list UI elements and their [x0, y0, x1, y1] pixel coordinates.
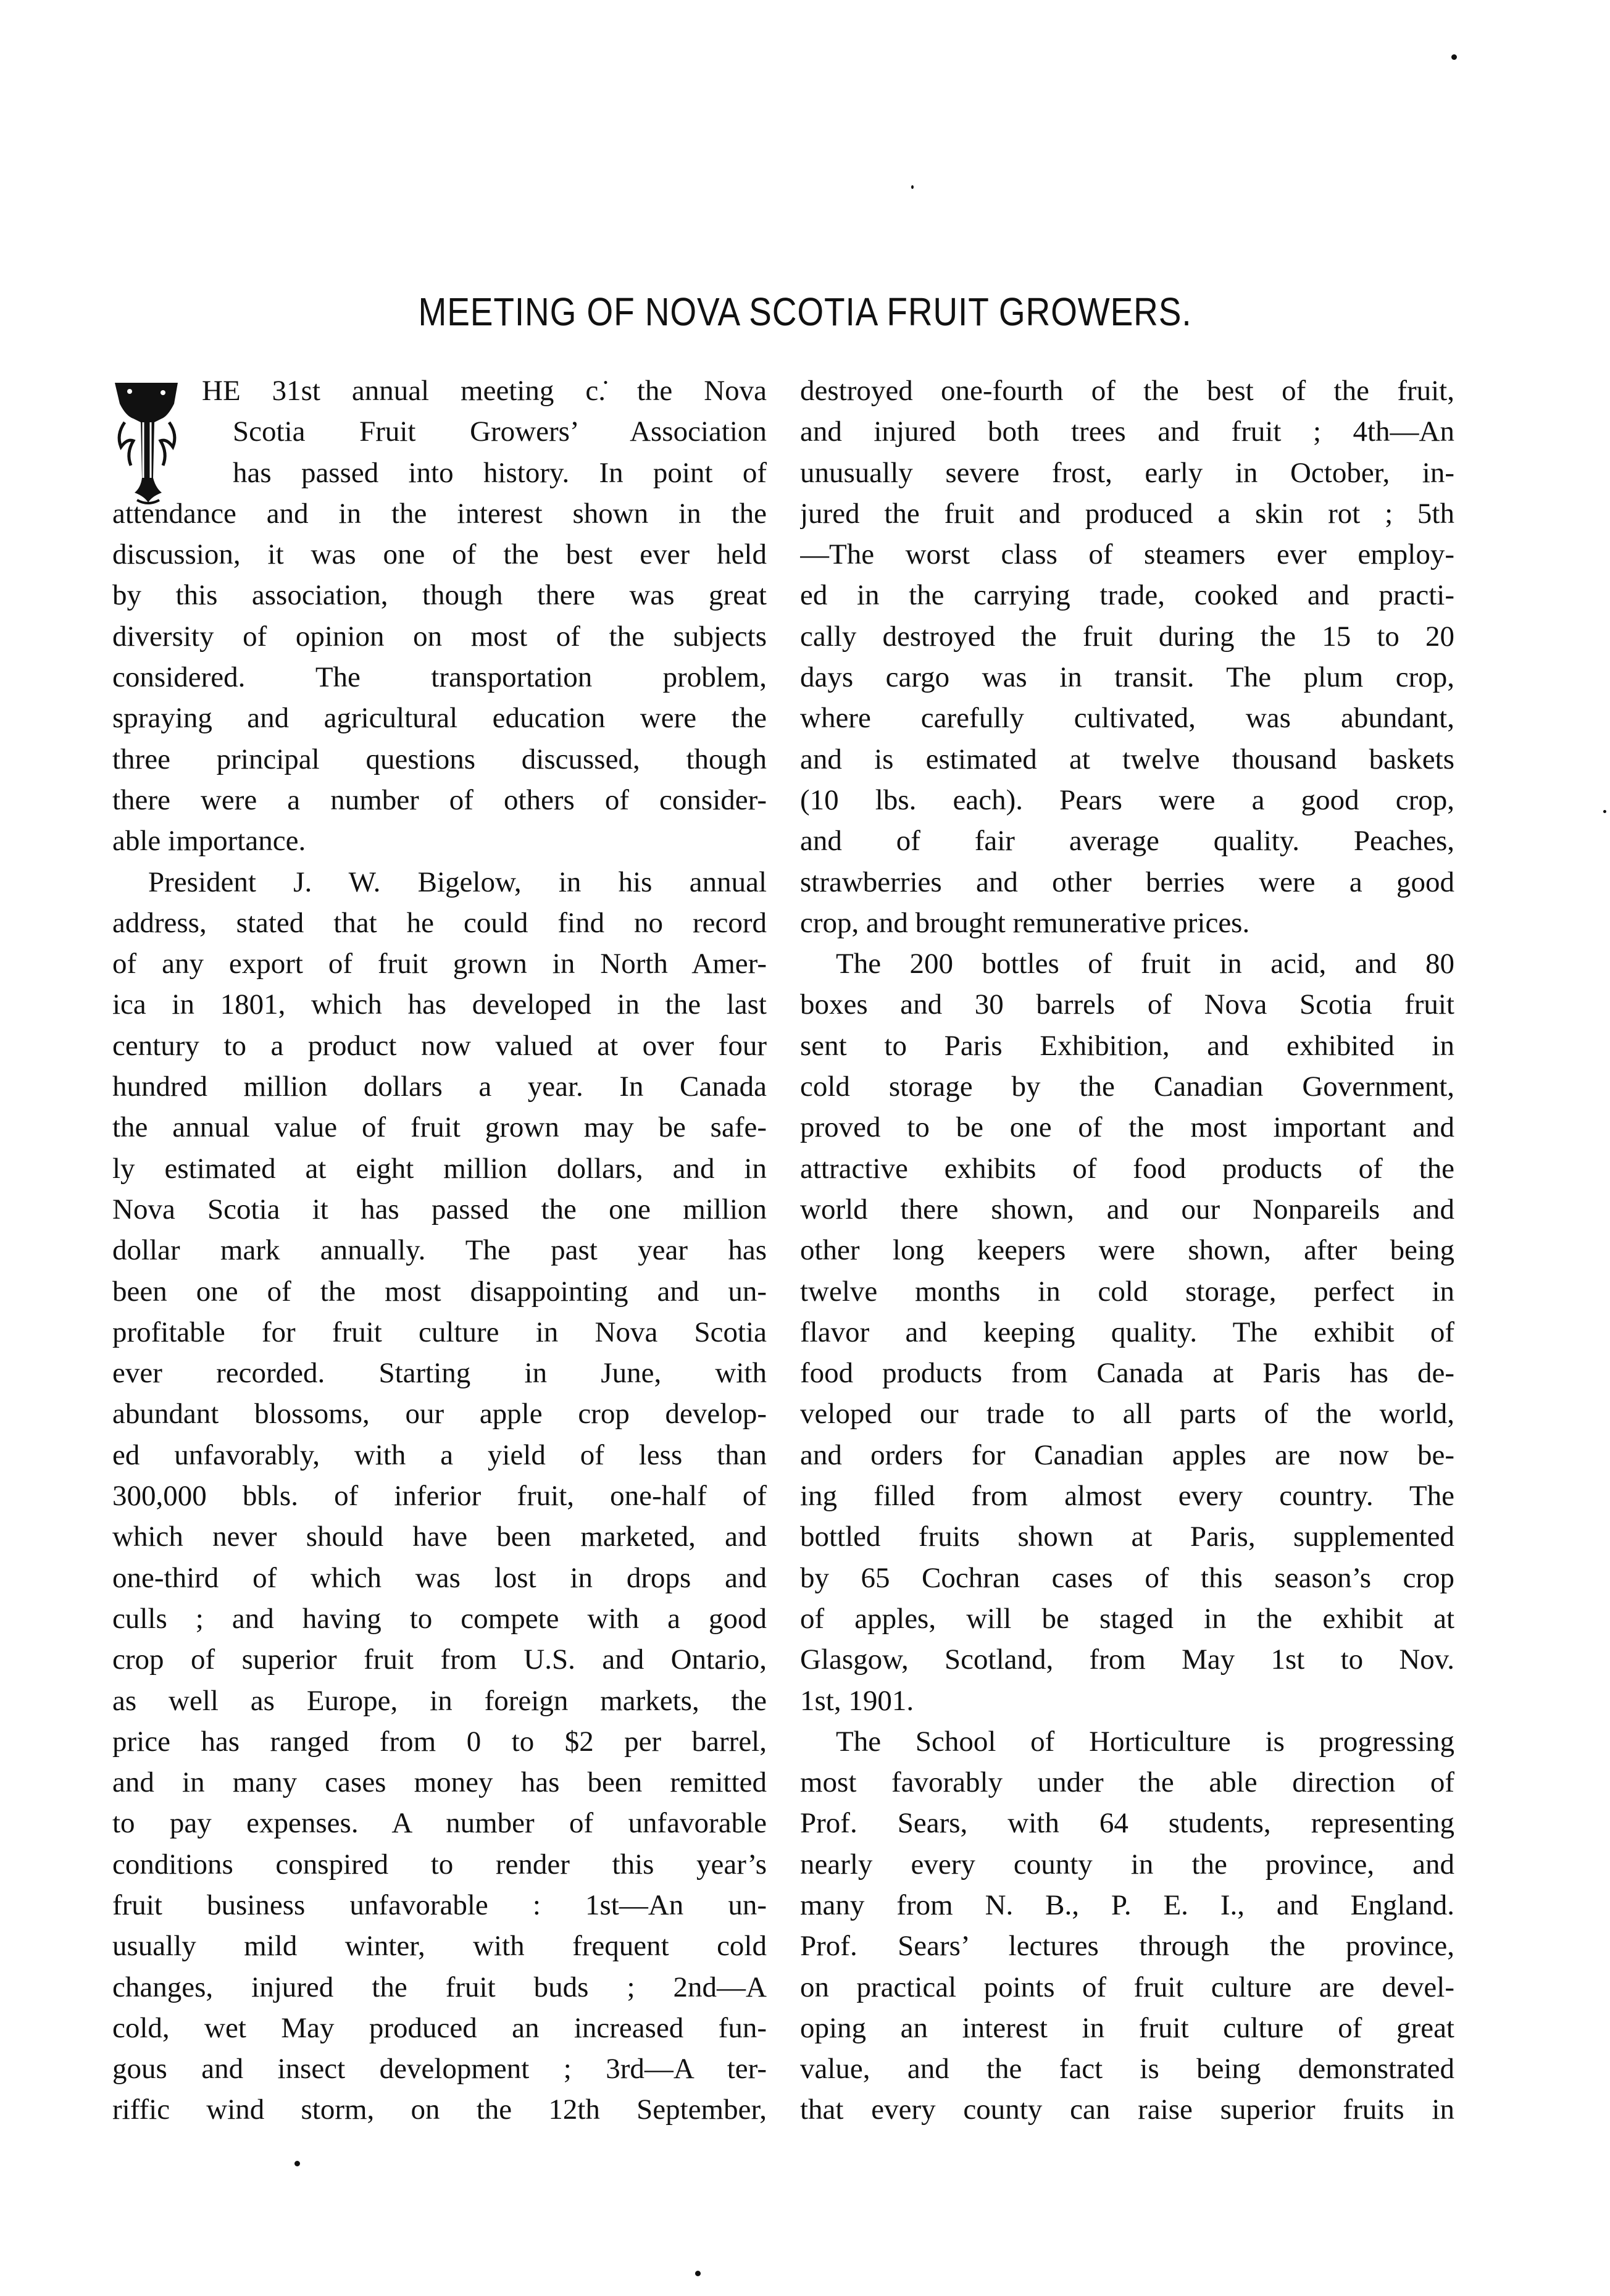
text-line: discussion, it was one of the best ever held — [112, 538, 767, 571]
text-line: there were a number of others of consider- — [112, 783, 767, 816]
text-line: hundred million dollars a year. In Canada — [112, 1071, 767, 1103]
text-line: flavor and keeping quality. The exhibit of — [800, 1316, 1454, 1348]
text-line: HE 31st annual meeting c.̇ the Nova — [202, 375, 767, 407]
text-line: ed unfavorably, with a yield of less than — [112, 1438, 767, 1471]
text-line: ly estimated at eight million dollars, and in — [112, 1152, 767, 1185]
text-line: sent to Paris Exhibition, and exhibited in — [800, 1029, 1454, 1062]
text-line: cally destroyed the fruit during the 15 to 20 — [800, 620, 1454, 653]
text-line: other long keepers were shown, after being — [800, 1234, 1454, 1267]
text-line: been one of the most disappointing and un- — [112, 1275, 767, 1308]
text-line: world there shown, and our Nonpareils and — [800, 1193, 1454, 1225]
text-line: 1st, 1901. — [800, 1684, 914, 1717]
text-line: value, and the fact is being demonstrated — [800, 2053, 1454, 2085]
text-line: The School of Horticulture is progressing — [836, 1725, 1454, 1758]
text-line: crop of superior fruit from U.S. and Ontario, — [112, 1643, 767, 1676]
text-line: most favorably under the able direction of — [800, 1766, 1454, 1799]
text-line: cold, wet May produced an increased fun- — [112, 2011, 767, 2044]
text-line: ing filled from almost every country. The — [800, 1480, 1454, 1513]
text-line: boxes and 30 barrels of Nova Scotia fruit — [800, 988, 1454, 1021]
text-line: ica in 1801, which has developed in the last — [112, 988, 767, 1021]
text-line: twelve months in cold storage, perfect in — [800, 1275, 1454, 1308]
text-line: gous and insect development ; 3rd—A ter- — [112, 2053, 767, 2085]
text-line: days cargo was in transit. The plum crop, — [800, 661, 1454, 694]
text-line: one-third of which was lost in drops and — [112, 1561, 767, 1594]
text-line: veloped our trade to all parts of the world, — [800, 1398, 1454, 1430]
article-column-left — [112, 370, 767, 2131]
text-line: able importance. — [112, 825, 306, 858]
scan-speck — [1451, 54, 1457, 60]
text-line: has passed into history. In point of — [233, 456, 767, 489]
text-line: jured the fruit and produced a skin rot ; 5th — [800, 497, 1454, 530]
text-line: oping an interest in fruit culture of great — [800, 2011, 1454, 2044]
text-line: profitable for fruit culture in Nova Scotia — [112, 1316, 767, 1348]
text-line: cold storage by the Canadian Government, — [800, 1071, 1454, 1103]
text-line: of any export of fruit grown in North Amer- — [112, 948, 767, 980]
text-line: Prof. Sears’ lectures through the province, — [800, 1930, 1454, 1963]
text-line: that every county can raise superior fruits in — [800, 2094, 1454, 2126]
text-line: ever recorded. Starting in June, with — [112, 1357, 767, 1390]
text-line: three principal questions discussed, though — [112, 743, 767, 775]
text-line: considered. The transportation problem, — [112, 661, 767, 694]
text-line: by this association, though there was great — [112, 579, 767, 612]
text-line: by 65 Cochran cases of this season’s crop — [800, 1561, 1454, 1594]
text-line: usually mild winter, with frequent cold — [112, 1930, 767, 1963]
text-line: address, stated that he could find no record — [112, 906, 767, 939]
text-line: unusually severe frost, early in October, in- — [800, 456, 1454, 489]
text-line: where carefully cultivated, was abundant, — [800, 702, 1454, 735]
scan-speck — [911, 185, 914, 189]
text-line: crop, and brought remunerative prices. — [800, 906, 1250, 939]
text-line: many from N. B., P. E. I., and England. — [800, 1889, 1454, 1921]
text-line: and in many cases money has been remitted — [112, 1766, 767, 1799]
text-line: and of fair average quality. Peaches, — [800, 825, 1454, 858]
scan-speck — [294, 2161, 300, 2166]
text-line: of apples, will be staged in the exhibit at — [800, 1602, 1454, 1635]
text-line: nearly every county in the province, and — [800, 1848, 1454, 1881]
text-line: dollar mark annually. The past year has — [112, 1234, 767, 1267]
text-line: food products from Canada at Paris has de- — [800, 1357, 1454, 1390]
text-line: price has ranged from 0 to $2 per barrel, — [112, 1725, 767, 1758]
text-line: the annual value of fruit grown may be safe- — [112, 1111, 767, 1144]
page-title: MEETING OF NOVA SCOTIA FRUIT GROWERS. — [418, 290, 1192, 334]
text-line: abundant blossoms, our apple crop develop- — [112, 1398, 767, 1430]
text-line: which never should have been marketed, and — [112, 1521, 767, 1553]
text-line: destroyed one-fourth of the best of the fruit, — [800, 375, 1454, 407]
text-line: fruit business unfavorable : 1st—An un- — [112, 1889, 767, 1921]
text-line: riffic wind storm, on the 12th September, — [112, 2094, 767, 2126]
text-line: (10 lbs. each). Pears were a good crop, — [800, 783, 1454, 816]
text-line: President J. W. Bigelow, in his annual — [148, 866, 767, 898]
text-line: —The worst class of steamers ever employ- — [800, 538, 1454, 571]
text-line: Glasgow, Scotland, from May 1st to Nov. — [800, 1643, 1454, 1676]
text-line: and injured both trees and fruit ; 4th—An — [800, 415, 1454, 448]
text-line: The 200 bottles of fruit in acid, and 80 — [836, 948, 1454, 980]
text-line: as well as Europe, in foreign markets, the — [112, 1684, 767, 1717]
text-line: century to a product now valued at over four — [112, 1029, 767, 1062]
text-line: conditions conspired to render this year’s — [112, 1848, 767, 1881]
text-line: Scotia Fruit Growers’ Association — [233, 415, 767, 448]
text-line: bottled fruits shown at Paris, supplemented — [800, 1521, 1454, 1553]
text-line: to pay expenses. A number of unfavorable — [112, 1807, 767, 1840]
text-line: culls ; and having to compete with a good — [112, 1602, 767, 1635]
text-line: proved to be one of the most important and — [800, 1111, 1454, 1144]
text-line: strawberries and other berries were a good — [800, 866, 1454, 898]
text-line: diversity of opinion on most of the subjects — [112, 620, 767, 653]
text-line: spraying and agricultural education were the — [112, 702, 767, 735]
text-line: Prof. Sears, with 64 students, representing — [800, 1807, 1454, 1840]
text-line: changes, injured the fruit buds ; 2nd—A — [112, 1971, 767, 2003]
text-line: Nova Scotia it has passed the one million — [112, 1193, 767, 1225]
text-line: on practical points of fruit culture are devel- — [800, 1971, 1454, 2003]
scan-speck — [695, 2271, 701, 2276]
text-line: attractive exhibits of food products of the — [800, 1152, 1454, 1185]
text-line: and orders for Canadian apples are now be- — [800, 1438, 1454, 1471]
article-column-right — [800, 370, 1454, 2131]
scan-speck — [1603, 810, 1606, 813]
text-line: and is estimated at twelve thousand baskets — [800, 743, 1454, 775]
text-line: attendance and in the interest shown in the — [112, 497, 767, 530]
text-line: 300,000 bbls. of inferior fruit, one-half of — [112, 1480, 767, 1513]
text-line: ed in the carrying trade, cooked and practi- — [800, 579, 1454, 612]
